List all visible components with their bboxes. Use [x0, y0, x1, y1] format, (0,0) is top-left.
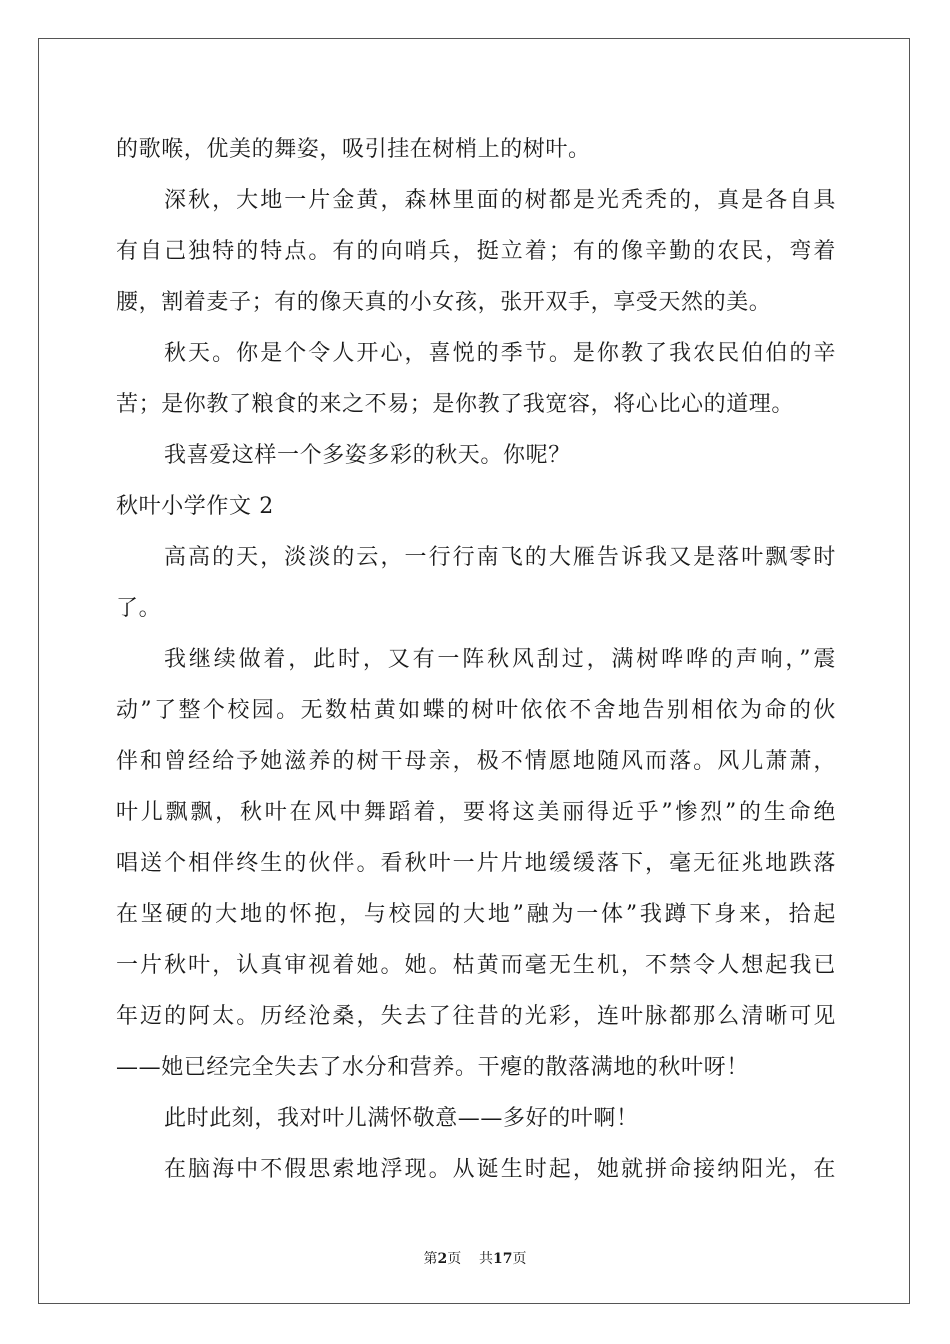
text-line: 高高的天，淡淡的云，一行行南飞的大雁告诉我又是落叶飘零时	[164, 545, 836, 570]
text-line: 在脑海中不假思索地浮现。从诞生时起，她就拼命接纳阳光，在	[164, 1157, 836, 1182]
text-line: 深秋，大地一片金黄，森林里面的树都是光秃秃的，真是各自具	[164, 188, 836, 213]
text-line: 腰，割着麦子；有的像天真的小女孩，张开双手，享受天然的美。	[116, 290, 772, 315]
total-prefix: 共	[479, 1251, 494, 1267]
text-line: 年迈的阿太。历经沧桑，失去了往昔的光彩，连叶脉都那么清晰可见	[116, 1004, 836, 1029]
document-body	[116, 124, 836, 1195]
section-heading: 秋叶小学作文 2	[116, 494, 274, 519]
page-number: 2	[437, 1251, 448, 1267]
text-line: 一片秋叶，认真审视着她。她。枯黄而毫无生机，不禁令人想起我已	[116, 953, 836, 978]
text-line: 此时此刻，我对叶儿满怀敬意——多好的叶啊！	[164, 1106, 639, 1131]
text-line: 我喜爱这样一个多姿多彩的秋天。你呢？	[164, 443, 571, 468]
page-footer	[0, 1248, 950, 1268]
text-line: 的歌喉，优美的舞姿，吸引挂在树梢上的树叶。	[116, 137, 591, 162]
text-line: 秋天。你是个令人开心，喜悦的季节。是你教了我农民伯伯的辛	[164, 341, 836, 366]
total-pages: 17	[493, 1251, 513, 1267]
text-line: 在坚硬的大地的怀抱，与校园的大地”融为一体”我蹲下身来，拾起	[116, 902, 836, 927]
text-line: 有自己独特的特点。有的向哨兵，挺立着；有的像辛勤的农民，弯着	[116, 239, 836, 264]
text-line: 我继续做着，此时，又有一阵秋风刮过，满树哗哗的声响，”震	[164, 647, 836, 672]
total-suffix: 页	[512, 1251, 527, 1267]
text-line: 苦；是你教了粮食的来之不易；是你教了我宽容，将心比心的道理。	[116, 392, 795, 417]
text-line: 唱送个相伴终生的伙伴。看秋叶一片片地缓缓落下，毫无征兆地跌落	[116, 851, 836, 876]
text-line: 动”了整个校园。无数枯黄如蝶的树叶依依不舍地告别相依为命的伙	[116, 698, 836, 723]
text-line: 了。	[116, 596, 162, 621]
page-suffix: 页	[447, 1251, 462, 1267]
text-line: 叶儿飘飘，秋叶在风中舞蹈着，要将这美丽得近乎”惨烈”的生命绝	[116, 800, 836, 825]
page-prefix: 第	[423, 1251, 438, 1267]
text-line: 伴和曾经给予她滋养的树干母亲，极不情愿地随风而落。风儿萧萧，	[116, 749, 836, 774]
text-line: ——她已经完全失去了水分和营养。干瘪的散落满地的秋叶呀！	[116, 1055, 749, 1080]
